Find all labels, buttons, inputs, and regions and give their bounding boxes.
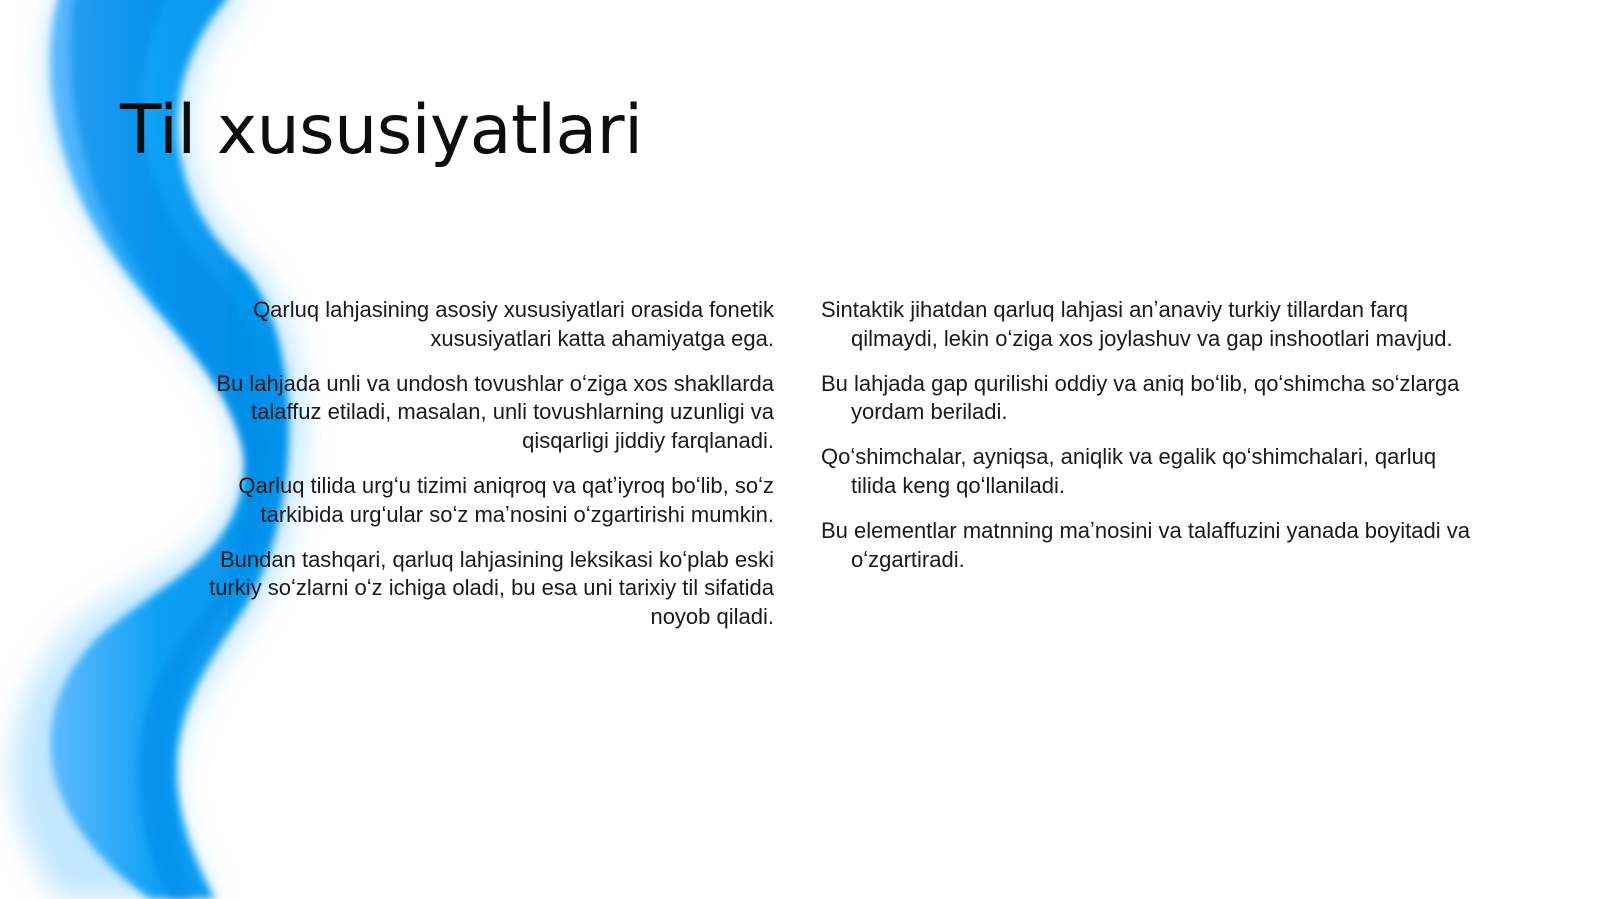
left-paragraph: Qarluq lahjasining asosiy xususiyatlari orasida fonetik xususiyatlari katta ahamiyatga ega. [253, 297, 774, 351]
right-text-column [821, 296, 1475, 591]
slide-title: Til xususiyatlari [120, 91, 643, 170]
left-paragraph: Bundan tashqari, qarluq lahjasining leksikasi koʻplab eski turkiy soʻzlarni oʻz ichiga oladi, bu esa uni tarixiy til sifatida noyob qiladi. [209, 546, 774, 629]
left-paragraph: Qarluq tilida urgʻu tizimi aniqroq va qatʼiyroq boʻlib, soʻz tarkibida urgʻular soʻz maʼnosini oʻzgartirishi mumkin. [238, 472, 774, 527]
right-paragraph: Qoʻshimchalar, ayniqsa, aniqlik va egalik qoʻshimchalari, qarluq tilida keng qoʻllaniladi. [821, 444, 1437, 498]
left-paragraph: Bu lahjada unli va undosh tovushlar oʻziga xos shakllarda talaffuz etiladi, masalan, unli tovushlarning uzunligi va qisqarligi jiddiy farqlanadi. [216, 370, 774, 453]
left-text-column [160, 296, 774, 648]
right-paragraph: Bu elementlar matnning maʼnosini va talaffuzini yanada boyitadi va oʻzgartiradi. [821, 518, 1470, 572]
right-paragraph: Bu lahjada gap qurilishi oddiy va aniq boʻlib, qoʻshimcha soʻzlarga yordam beriladi. [821, 370, 1460, 425]
right-paragraph: Sintaktik jihatdan qarluq lahjasi anʼanaviy turkiy tillardan farq qilmaydi, lekin oʻziga xos joylashuv va gap inshootlari mavjud. [821, 297, 1453, 351]
